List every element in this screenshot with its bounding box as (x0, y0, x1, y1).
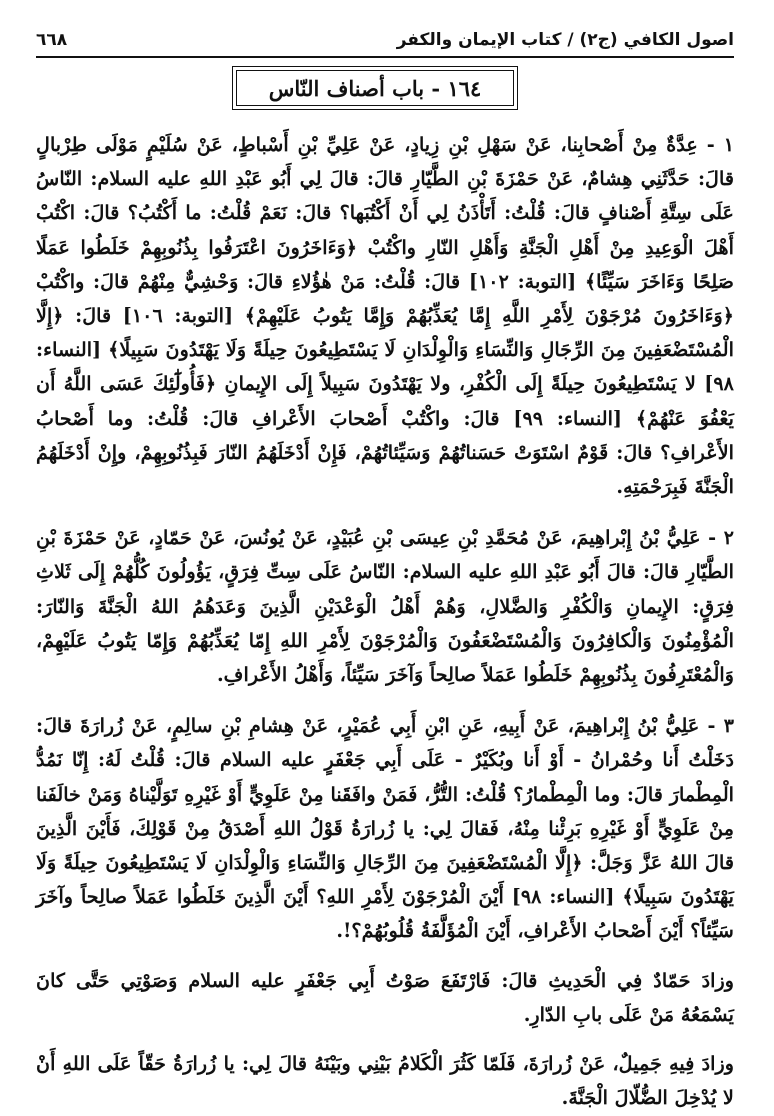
running-header (36, 26, 734, 54)
chapter-title-box (232, 66, 518, 110)
addition-paragraph-jamil: وزادَ فِيهِ جَمِيلٌ، عَنْ زُرارَةَ، فَلَمّا كَثُرَ الْكَلامُ بَيْنِي وبَيْنَهُ قالَ لِي: يا زُرارَةُ حَقّاً عَلَى اللهِ أَنْ لا يُدْخِلَ الضُّلّالَ الْجَنَّةَ. (36, 1052, 734, 1110)
header-divider (36, 56, 734, 58)
hadith-paragraph-2: ٢ - عَلِيُّ بْنُ إِبْراهِيمَ، عَنْ مُحَمَّدِ بْنِ عِيسَى بْنِ عُبَيْدٍ، عَنْ يُونُسَ، عَنْ حَمّادٍ، عَنْ حَمْزَةَ بْنِ الطَّيّارِ قالَ: قالَ أَبُو عَبْدِ اللهِ عليه السلام: النّاسُ عَلَى سِتِّ فِرَقٍ، يَؤُولُونَ كُلُّهُمْ إِلَى ثَلاثِ فِرَقٍ: الإِيمانِ وَالْكُفْرِ وَالضَّلالِ، وَهُمْ أَهْلُ الْوَعْدَيْنِ الَّذِينَ وَعَدَهُمُ اللهُ الْجَنَّةَ وَالنّارَ: الْمُؤْمِنُونَ وَالْكافِرُونَ وَالْمُسْتَضْعَفُونَ وَالْمُرْجَوْنَ لِأَمْرِ اللهِ إِمّا يُعَذِّبُهُمْ وَإِمّا يَتُوبُ عَلَيْهِمْ، وَالْمُعْتَرِفُونَ بِذُنُوبِهِمْ خَلَطُوا عَمَلاً صالِحاً وَآخَرَ سَيِّئاً، وَأَهْلُ الأَعْرافِ. (36, 526, 734, 687)
running-title: اصول الكافي (ج٢) / كتاب الإيمان والكفر (396, 30, 734, 50)
page-body (36, 128, 734, 1115)
page-number: ٦٦٨ (36, 30, 68, 50)
addition-paragraph-hammad: وزادَ حَمّادٌ فِي الْحَدِيثِ قالَ: فَارْتَفَعَ صَوْتُ أَبِي جَعْفَرٍ عليه السلام وَصَوْتِي حَتَّى كانَ يَسْمَعُهُ مَنْ عَلَى بابِ الدّارِ. (36, 968, 734, 1026)
hadith-paragraph-3: ٣ - عَلِيُّ بْنُ إِبْراهِيمَ، عَنْ أَبِيهِ، عَنِ ابْنِ أَبِي عُمَيْرٍ، عَنْ هِشامِ بْنِ سالِمٍ، عَنْ زُرارَةَ قالَ: دَخَلْتُ أَنا وحُمْرانُ - أَوْ أَنا وبُكَيْرٌ - عَلَى أَبِي جَعْفَرٍ عليه السلام قالَ: قُلْتُ لَهُ: إِنّا نَمُدُّ الْمِطْمارَ قالَ: وما الْمِطْمارُ؟ قُلْتُ: التُّرُّ، فَمَنْ وافَقَنا مِنْ عَلَوِيٍّ أَوْ غَيْرِهِ تَوَلَّيْناهُ وَمَنْ خالَفَنا مِنْ عَلَوِيٍّ أَوْ غَيْرِهِ بَرِئْنا مِنْهُ، فَقالَ لِي: يا زُرارَةُ قَوْلُ اللهِ أَصْدَقُ مِنْ قَوْلِكَ، فَأَيْنَ الَّذِينَ قالَ اللهُ عَزَّ وَجَلَّ: ﴿إِلَّا الْمُسْتَضْعَفِينَ مِنَ الرِّجَالِ وَالنِّسَاءِ وَالْوِلْدَانِ لَا يَسْتَطِيعُونَ حِيلَةً وَلَا يَهْتَدُونَ سَبِيلًا﴾ [النساء: ٩٨] أَيْنَ الْمُرْجَوْنَ لِأَمْرِ اللهِ؟ أَيْنَ الَّذِينَ خَلَطُوا عَمَلاً صالِحاً وآخَرَ سَيِّئاً؟ أَيْنَ أَصْحابُ الأَعْرافِ، أَيْنَ الْمُؤَلَّفَةُ قُلُوبُهُمْ؟!. (36, 714, 735, 943)
hadith-paragraph-1: ١ - عِدَّةٌ مِنْ أَصْحابِنا، عَنْ سَهْلِ بْنِ زِيادٍ، عَنْ عَلِيِّ بْنِ أَسْباطٍ، عَنْ سُلَيْمٍ مَوْلَى طِرْبالٍ قالَ: حَدَّثَنِي هِشامٌ، عَنْ حَمْزَةَ بْنِ الطَّيّارِ قالَ: قالَ لِي أَبُو عَبْدِ اللهِ عليه السلام: النّاسُ عَلَى سِتَّةِ أَصْنافٍ قالَ: قُلْتُ: أَتَأْذَنُ لِي أَنْ أَكْتُبَها؟ قالَ: نَعَمْ قُلْتُ: ما أَكْتُبُ؟ قالَ: اكْتُبْ أَهْلَ الْوَعِيدِ مِنْ أَهْلِ الْجَنَّةِ وَأَهْلِ النّارِ واكْتُبْ ﴿وَءَاخَرُونَ اعْتَرَفُوا بِذُنُوبِهِمْ خَلَطُوا عَمَلًا صَلِحًا وَءَاخَرَ سَيِّئًا﴾ [التوبة: ١٠٢] قالَ: قُلْتُ: مَنْ هٰؤُلاءِ قالَ: وَحْشِيٌّ مِنْهُمْ قالَ: واكْتُبْ ﴿وَءَاخَرُونَ مُرْجَوْنَ لِأَمْرِ اللَّهِ إِمَّا يُعَذِّبُهُمْ وَإِمَّا يَتُوبُ عَلَيْهِمْ﴾ [التوبة: ١٠٦] قالَ: ﴿إِلَّا الْمُسْتَضْعَفِينَ مِنَ الرِّجَالِ وَالنِّسَاءِ وَالْوِلْدَانِ لَا يَسْتَطِيعُونَ حِيلَةً وَلَا يَهْتَدُونَ سَبِيلًا﴾ [النساء: ٩٨] لا يَسْتَطِيعُونَ حِيلَةً إِلَى الْكُفْرِ، ولا يَهْتَدُونَ سَبِيلاً إِلَى الإِيمانِ ﴿فَأُولَٰٓئِكَ عَسَى اللَّهُ أَن يَعْفُوَ عَنْهُمْ﴾ [النساء: ٩٩] قالَ: واكْتُبْ أَصْحابَ الأَعْرافِ قالَ: قُلْتُ: وما أَصْحابُ الأَعْرافِ؟ قالَ: قَوْمٌ اسْتَوَتْ حَسَناتُهُمْ وَسَيِّئاتُهُمْ، فَإِنْ أَدْخَلَهُمُ النّارَ فَبِذُنُوبِهِمْ، وإِنْ أَدْخَلَهُمُ الْجَنَّةَ فَبِرَحْمَتِهِ. (36, 133, 735, 499)
chapter-title: ١٦٤ - باب أصناف النّاس (268, 75, 482, 101)
